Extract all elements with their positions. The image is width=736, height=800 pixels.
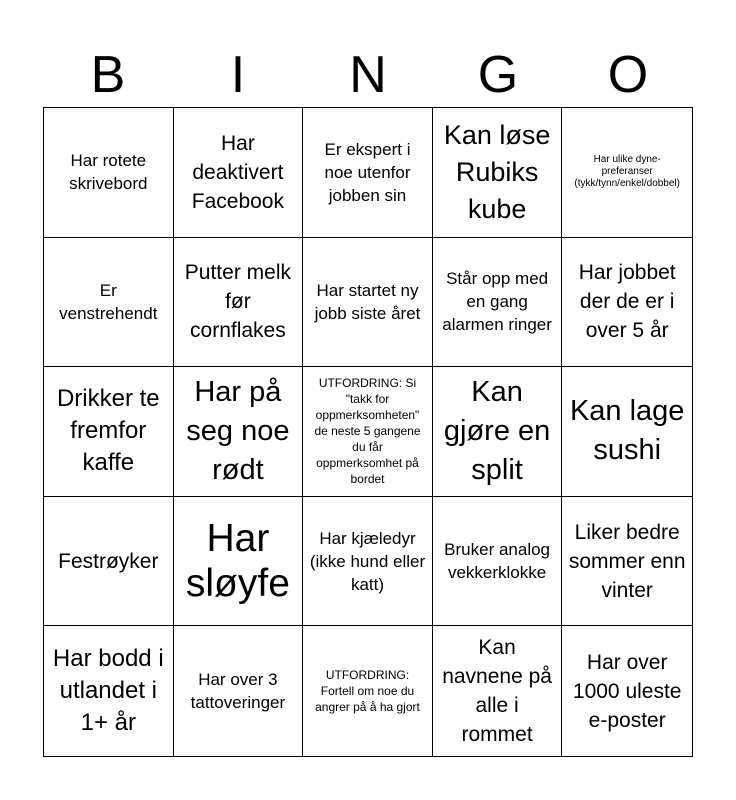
bingo-cell[interactable]: Har deaktivert Facebook [174, 108, 304, 238]
bingo-cell[interactable]: Har startet ny jobb siste året [303, 238, 433, 368]
bingo-cell[interactable]: Kan gjøre en split [433, 367, 563, 497]
header-letter-b: B [90, 46, 126, 104]
bingo-cell[interactable]: Har ulike dyne-preferanser (tykk/tynn/enkel/dobbel) [562, 108, 692, 238]
bingo-cell[interactable]: Kan løse Rubiks kube [433, 108, 563, 238]
bingo-cell[interactable]: Har rotete skrivebord [44, 108, 174, 238]
bingo-grid [43, 107, 693, 757]
bingo-cell[interactable]: Har jobbet der de er i over 5 år [562, 238, 692, 368]
bingo-cell[interactable]: Bruker analog vekkerklokke [433, 497, 563, 627]
bingo-cell[interactable]: Har bodd i utlandet i 1+ år [44, 626, 174, 756]
bingo-cell[interactable]: Drikker te fremfor kaffe [44, 367, 174, 497]
bingo-cell[interactable]: Kan lage sushi [562, 367, 692, 497]
bingo-cell[interactable]: Er ekspert i noe utenfor jobben sin [303, 108, 433, 238]
bingo-cell[interactable]: Liker bedre sommer enn vinter [562, 497, 692, 627]
bingo-cell[interactable]: Kan navnene på alle i rommet [433, 626, 563, 756]
bingo-cell[interactable]: UTFORDRING: Fortell om noe du angrer på å ha gjort [303, 626, 433, 756]
bingo-cell[interactable]: Har kjæledyr (ikke hund eller katt) [303, 497, 433, 627]
header-letter-i: I [230, 46, 246, 104]
bingo-cell[interactable]: Er venstrehendt [44, 238, 174, 368]
bingo-cell[interactable]: Har sløyfe [174, 497, 304, 627]
bingo-cell[interactable]: Har på seg noe rødt [174, 367, 304, 497]
bingo-cell[interactable]: Putter melk før cornflakes [174, 238, 304, 368]
bingo-cell[interactable]: Festrøyker [44, 497, 174, 627]
bingo-header [43, 44, 693, 106]
header-letter-n: N [349, 46, 387, 104]
bingo-cell[interactable]: Har over 3 tattoveringer [174, 626, 304, 756]
bingo-cell[interactable]: Har over 1000 uleste e-poster [572, 650, 682, 732]
bingo-cell[interactable]: Står opp med en gang alarmen ringer [433, 238, 563, 368]
header-letter-g: G [477, 46, 519, 104]
header-letter-o: O [607, 46, 649, 104]
bingo-cell[interactable]: UTFORDRING: Si "takk for oppmerksomheten" de neste 5 gangene du får oppmerksomhet på bordet [303, 367, 433, 497]
